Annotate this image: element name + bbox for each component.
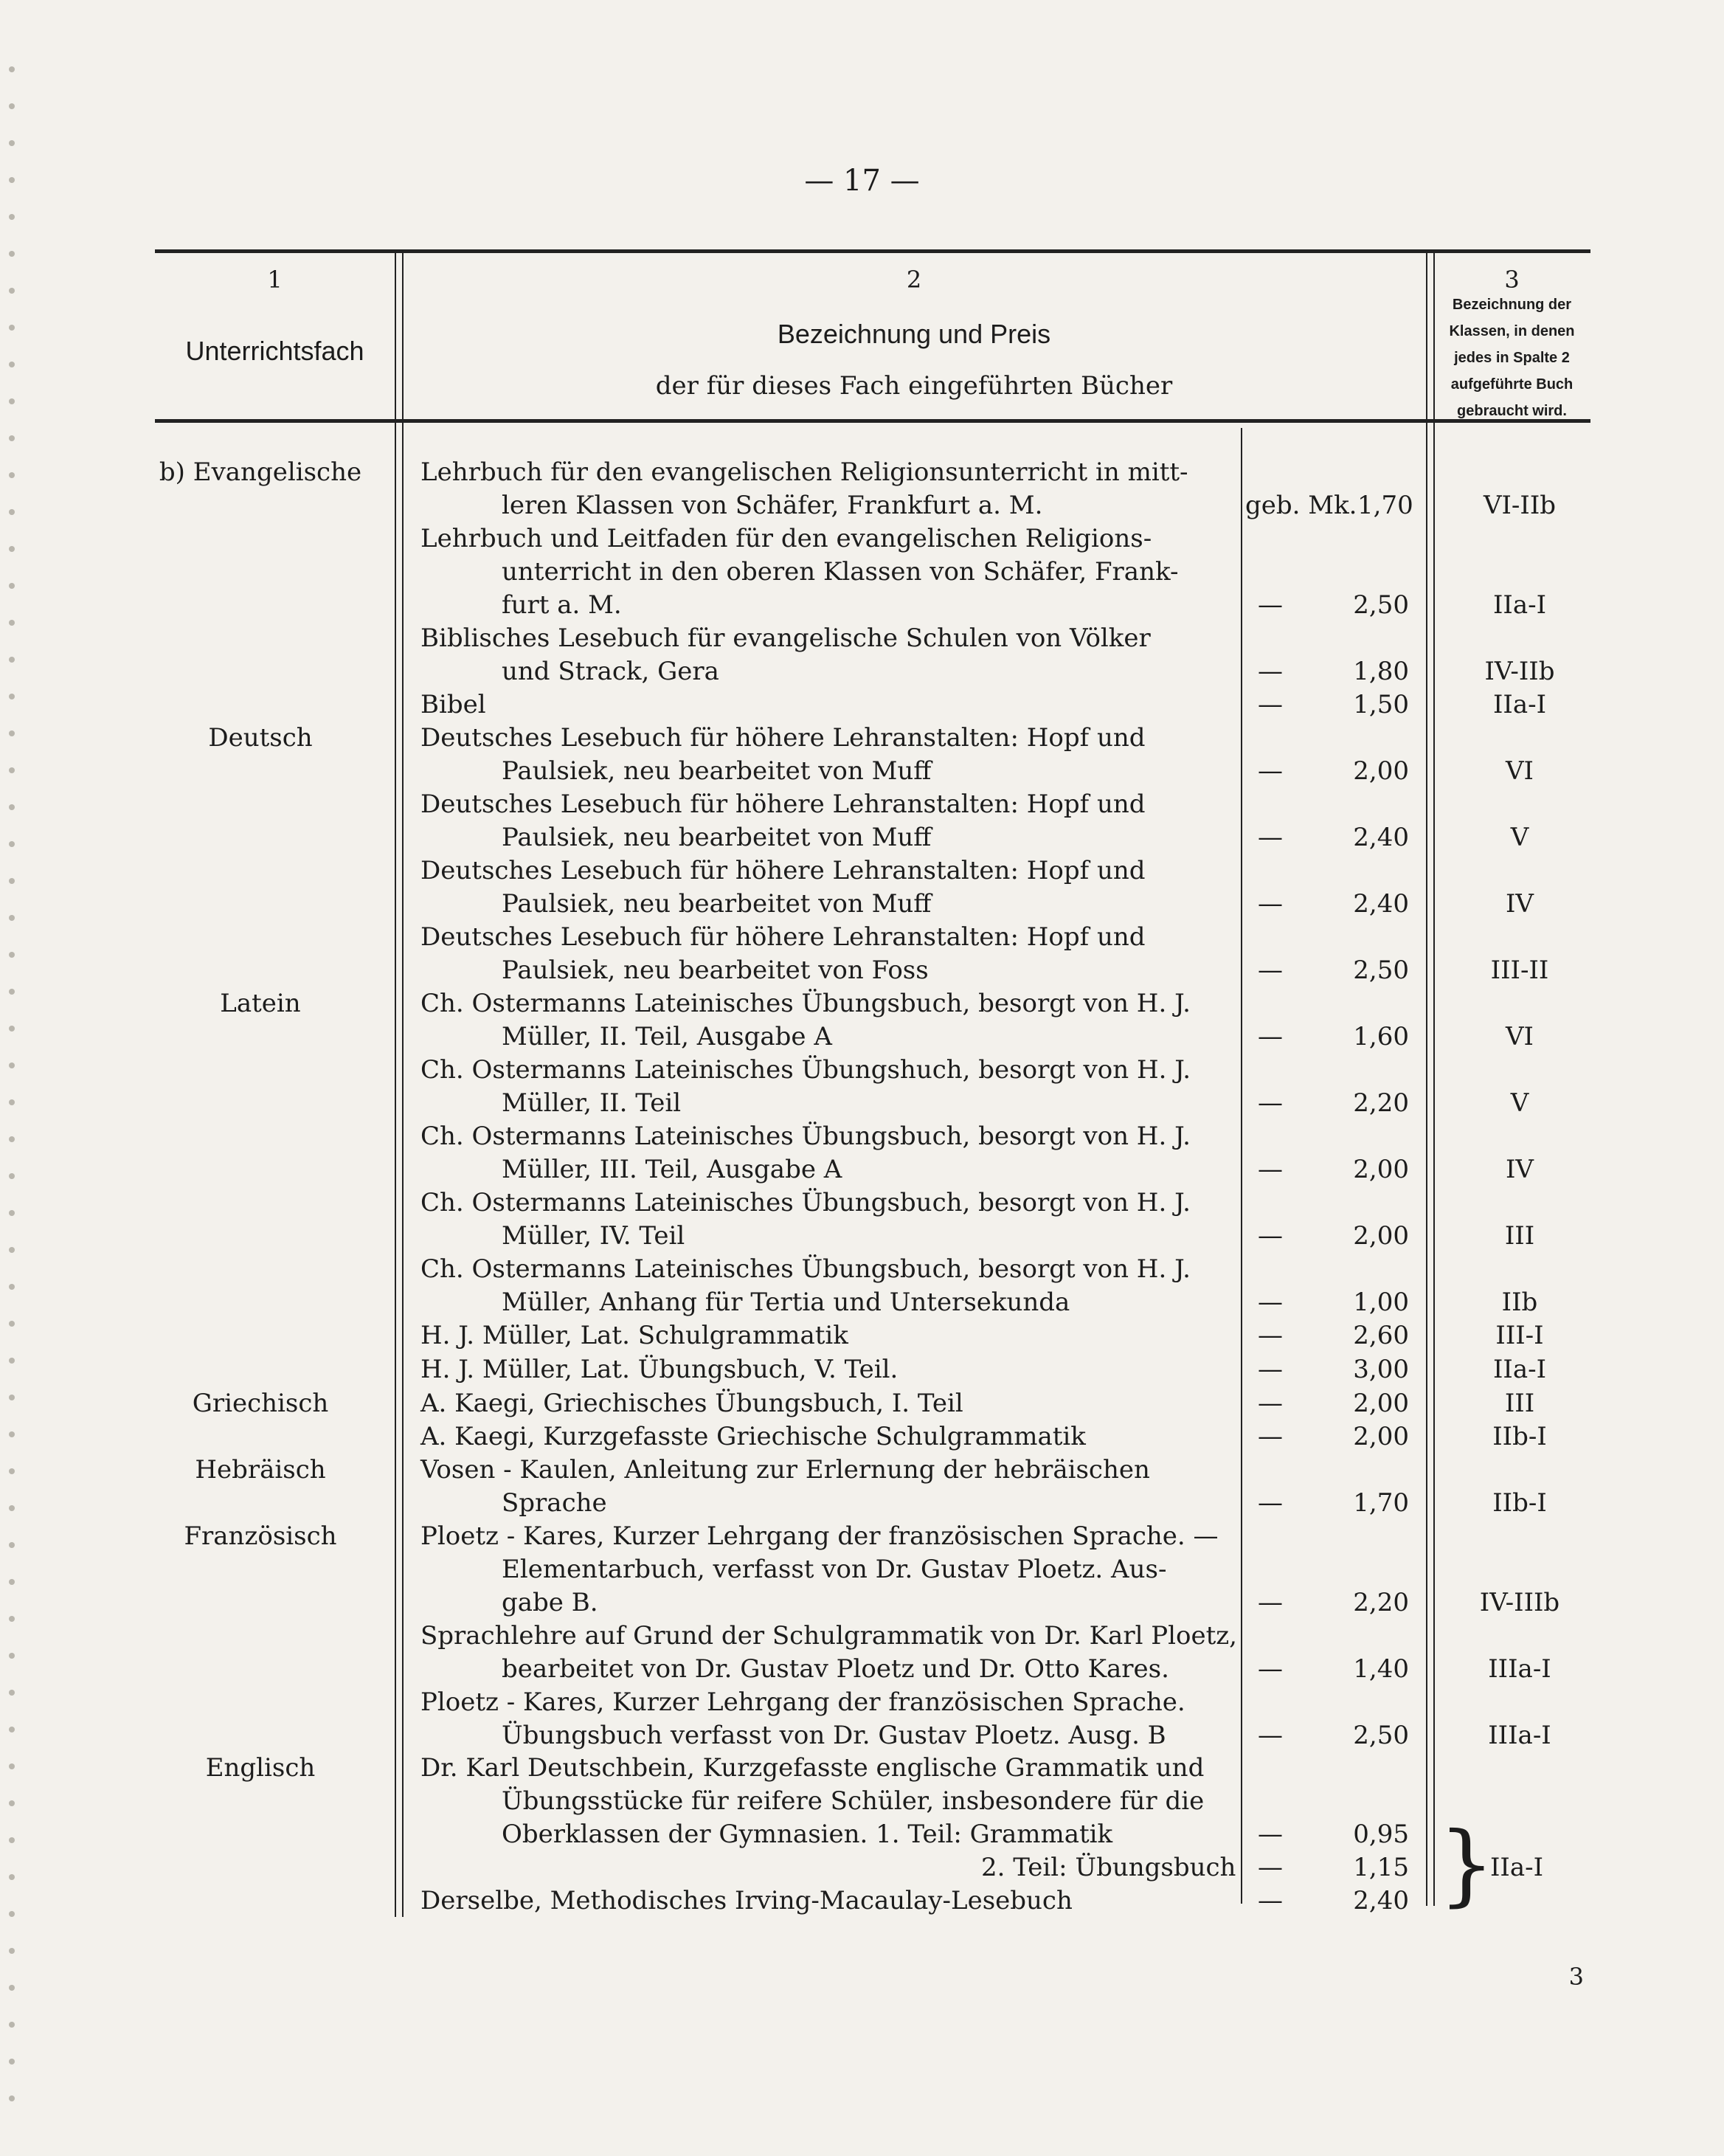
book-line: Oberklassen der Gymnasien. 1. Teil: Grammatik xyxy=(502,1820,1113,1849)
price: 2,40 xyxy=(1353,889,1409,919)
price: 2,20 xyxy=(1353,1588,1409,1617)
book-line: Paulsiek, neu bearbeitet von Muff xyxy=(502,823,932,852)
book-line: Dr. Karl Deutschbein, Kurzgefasste englische Grammatik und xyxy=(420,1753,1205,1783)
brace-icon: } xyxy=(1439,1814,1495,1916)
price: 0,95 xyxy=(1353,1820,1409,1849)
column-divider-3b xyxy=(1433,253,1435,1906)
subject-franzoesisch: Französisch xyxy=(184,1521,337,1551)
book-line: furt a. M. xyxy=(502,590,622,620)
book-line: gabe B. xyxy=(502,1588,598,1617)
price: 2,00 xyxy=(1353,1221,1409,1251)
subject-evangelische: b) Evangelische xyxy=(159,457,362,487)
dash: — xyxy=(1258,1155,1283,1184)
dash: — xyxy=(1258,1886,1283,1915)
dash: — xyxy=(1258,1321,1283,1350)
dash: — xyxy=(1258,657,1283,686)
classes: III-II xyxy=(1490,956,1549,985)
classes: IIb-I xyxy=(1492,1488,1547,1518)
column-divider-3 xyxy=(1426,253,1427,1906)
subject-griechisch: Griechisch xyxy=(192,1389,329,1418)
book-line: Ch. Ostermanns Lateinisches Übungsbuch, besorgt von H. J. xyxy=(420,989,1191,1018)
classes: IIa-I xyxy=(1492,1355,1547,1384)
book-line: Deutsches Lesebuch für höhere Lehranstalten: Hopf und xyxy=(420,790,1146,819)
column-divider-2 xyxy=(1241,428,1242,1904)
book-line: H. J. Müller, Lat. Übungsbuch, V. Teil. xyxy=(420,1355,899,1384)
dash: — xyxy=(1258,1721,1283,1750)
price: 1,70 xyxy=(1357,491,1413,520)
dash: — xyxy=(1258,1488,1283,1518)
classes: IV-IIb xyxy=(1484,657,1555,686)
subject-deutsch: Deutsch xyxy=(208,723,313,753)
book-line: Ch. Ostermanns Lateinisches Übungsbuch, besorgt von H. J. xyxy=(420,1188,1191,1217)
book-line: Paulsiek, neu bearbeitet von Foss xyxy=(502,956,929,985)
book-line: und Strack, Gera xyxy=(502,657,719,686)
col1-number: 1 xyxy=(267,266,283,294)
col3-header: Bezeichnung der Klassen, in denen jedes in Spalte 2 aufgeführte Buch gebraucht wird. xyxy=(1449,297,1575,419)
book-line: unterricht in den oberen Klassen von Schäfer, Frank- xyxy=(502,557,1179,587)
dash: — xyxy=(1258,823,1283,852)
book-line: Übungsbuch verfasst von Dr. Gustav Ploetz. Ausg. B xyxy=(502,1721,1166,1750)
classes: III-I xyxy=(1495,1321,1544,1350)
book-line: Bibel xyxy=(420,690,486,719)
book-line: Derselbe, Methodisches Irving-Macaulay-Lesebuch xyxy=(420,1886,1073,1915)
book-line: Deutsches Lesebuch für höhere Lehranstalten: Hopf und xyxy=(420,856,1146,885)
classes: IV xyxy=(1506,1155,1534,1184)
dash: — xyxy=(1258,1853,1283,1882)
classes: IIIa-I xyxy=(1488,1721,1551,1750)
dash: — xyxy=(1258,1288,1283,1317)
book-line: Ch. Ostermanns Lateinisches Übungsbuch, besorgt von H. J. xyxy=(420,1254,1191,1284)
classes: VI-IIb xyxy=(1483,491,1557,520)
price: 1,70 xyxy=(1353,1488,1409,1518)
classes: III xyxy=(1504,1221,1535,1251)
classes: V xyxy=(1510,1088,1529,1118)
price: 1,40 xyxy=(1353,1654,1409,1684)
classes: IV-IIIb xyxy=(1479,1588,1560,1617)
price: 1,80 xyxy=(1353,657,1409,686)
dash: — xyxy=(1258,590,1283,620)
book-line: 2. Teil: Übungsbuch xyxy=(981,1853,1236,1882)
classes: IIa-I xyxy=(1492,690,1547,719)
subject-latein: Latein xyxy=(220,989,301,1018)
dash: — xyxy=(1258,1355,1283,1384)
book-line: Vosen - Kaulen, Anleitung zur Erlernung der hebräischen xyxy=(420,1455,1150,1485)
book-line: Ch. Ostermanns Lateinisches Übungsbuch, besorgt von H. J. xyxy=(420,1122,1191,1151)
subject-hebraeisch: Hebräisch xyxy=(195,1455,326,1485)
dash: — xyxy=(1258,1088,1283,1118)
table-top-rule xyxy=(155,249,1590,253)
book-line: Sprachlehre auf Grund der Schulgrammatik von Dr. Karl Ploetz, xyxy=(420,1621,1237,1651)
classes: VI xyxy=(1506,756,1534,786)
price: 2,00 xyxy=(1353,756,1409,786)
dash: — xyxy=(1258,889,1283,919)
book-line: bearbeitet von Dr. Gustav Ploetz und Dr. Otto Kares. xyxy=(502,1654,1169,1684)
price: 1,50 xyxy=(1353,690,1409,719)
book-line: Paulsiek, neu bearbeitet von Muff xyxy=(502,756,932,786)
book-line: Ch. Ostermanns Lateinisches Übungshuch, besorgt von H. J. xyxy=(420,1055,1191,1085)
price: 2,50 xyxy=(1353,590,1409,620)
book-line: Elementarbuch, verfasst von Dr. Gustav Ploetz. Aus- xyxy=(502,1555,1167,1584)
book-line: Lehrbuch für den evangelischen Religionsunterricht in mitt- xyxy=(420,457,1188,487)
classes: V xyxy=(1510,823,1529,852)
column-divider-1b xyxy=(402,253,404,1917)
classes: VI xyxy=(1506,1022,1534,1051)
column-divider-1 xyxy=(395,253,396,1917)
col2-header: Bezeichnung und Preis xyxy=(777,319,1051,349)
book-line: Biblisches Lesebuch für evangelische Schulen von Völker xyxy=(420,623,1151,653)
dash: — xyxy=(1258,1422,1283,1451)
dash: — xyxy=(1258,756,1283,786)
classes: IIb-I xyxy=(1492,1422,1547,1451)
classes: IIb xyxy=(1501,1288,1538,1317)
price: 2,00 xyxy=(1353,1389,1409,1418)
price: 2,40 xyxy=(1353,1886,1409,1915)
price: 1,00 xyxy=(1353,1288,1409,1317)
dash: — xyxy=(1258,1022,1283,1051)
classes: IIa-I xyxy=(1492,590,1547,620)
col3-number: 3 xyxy=(1504,266,1520,294)
price: 3,00 xyxy=(1353,1355,1409,1384)
book-line: Müller, III. Teil, Ausgabe A xyxy=(502,1155,842,1184)
dash: — xyxy=(1258,956,1283,985)
dash: — xyxy=(1258,1588,1283,1617)
dash: — xyxy=(1258,690,1283,719)
book-line: Deutsches Lesebuch für höhere Lehranstalten: Hopf und xyxy=(420,922,1146,952)
binding-label: geb. Mk. xyxy=(1245,491,1357,520)
book-line: Müller, II. Teil, Ausgabe A xyxy=(502,1022,832,1051)
dash: — xyxy=(1258,1654,1283,1684)
book-line: A. Kaegi, Griechisches Übungsbuch, I. Teil xyxy=(420,1389,963,1418)
book-line: Lehrbuch und Leitfaden für den evangelischen Religions- xyxy=(420,524,1152,553)
price: 2,00 xyxy=(1353,1422,1409,1451)
col1-header: Unterrichtsfach xyxy=(185,336,364,366)
header-bottom-rule xyxy=(155,419,1590,423)
book-line: Müller, II. Teil xyxy=(502,1088,682,1118)
book-line: H. J. Müller, Lat. Schulgrammatik xyxy=(420,1321,848,1350)
col2-number: 2 xyxy=(906,266,922,294)
dash: — xyxy=(1258,1820,1283,1849)
price: 2,20 xyxy=(1353,1088,1409,1118)
price: 2,00 xyxy=(1353,1155,1409,1184)
book-line: Paulsiek, neu bearbeitet von Muff xyxy=(502,889,932,919)
subject-englisch: Englisch xyxy=(205,1753,316,1783)
classes: IIIa-I xyxy=(1488,1654,1551,1684)
book-line: Müller, IV. Teil xyxy=(502,1221,685,1251)
book-line: Ploetz - Kares, Kurzer Lehrgang der französischen Sprache. xyxy=(420,1687,1185,1717)
classes: IIa-I xyxy=(1490,1853,1544,1882)
book-line: leren Klassen von Schäfer, Frankfurt a. M. xyxy=(502,491,1043,520)
dash: — xyxy=(1258,1221,1283,1251)
classes: IV xyxy=(1506,889,1534,919)
price: 2,50 xyxy=(1353,1721,1409,1750)
book-line: Deutsches Lesebuch für höhere Lehranstalten: Hopf und xyxy=(420,723,1146,753)
classes: III xyxy=(1504,1389,1535,1418)
book-line: A. Kaegi, Kurzgefasste Griechische Schulgrammatik xyxy=(420,1422,1086,1451)
col2-subheader: der für dieses Fach eingeführten Bücher xyxy=(655,371,1173,401)
signature-mark: 3 xyxy=(1568,1963,1584,1991)
book-line: Übungsstücke für reifere Schüler, insbesondere für die xyxy=(502,1786,1205,1816)
price: 1,15 xyxy=(1353,1853,1409,1882)
price: 2,50 xyxy=(1353,956,1409,985)
book-line: Müller, Anhang für Tertia und Untersekunda xyxy=(502,1288,1070,1317)
dash: — xyxy=(1258,1389,1283,1418)
price: 2,40 xyxy=(1353,823,1409,852)
page-number: — 17 — xyxy=(804,164,920,198)
binder-holes xyxy=(0,0,22,2156)
book-line: Ploetz - Kares, Kurzer Lehrgang der französischen Sprache. — xyxy=(420,1521,1219,1551)
price: 2,60 xyxy=(1353,1321,1409,1350)
book-line: Sprache xyxy=(502,1488,607,1518)
price: 1,60 xyxy=(1353,1022,1409,1051)
